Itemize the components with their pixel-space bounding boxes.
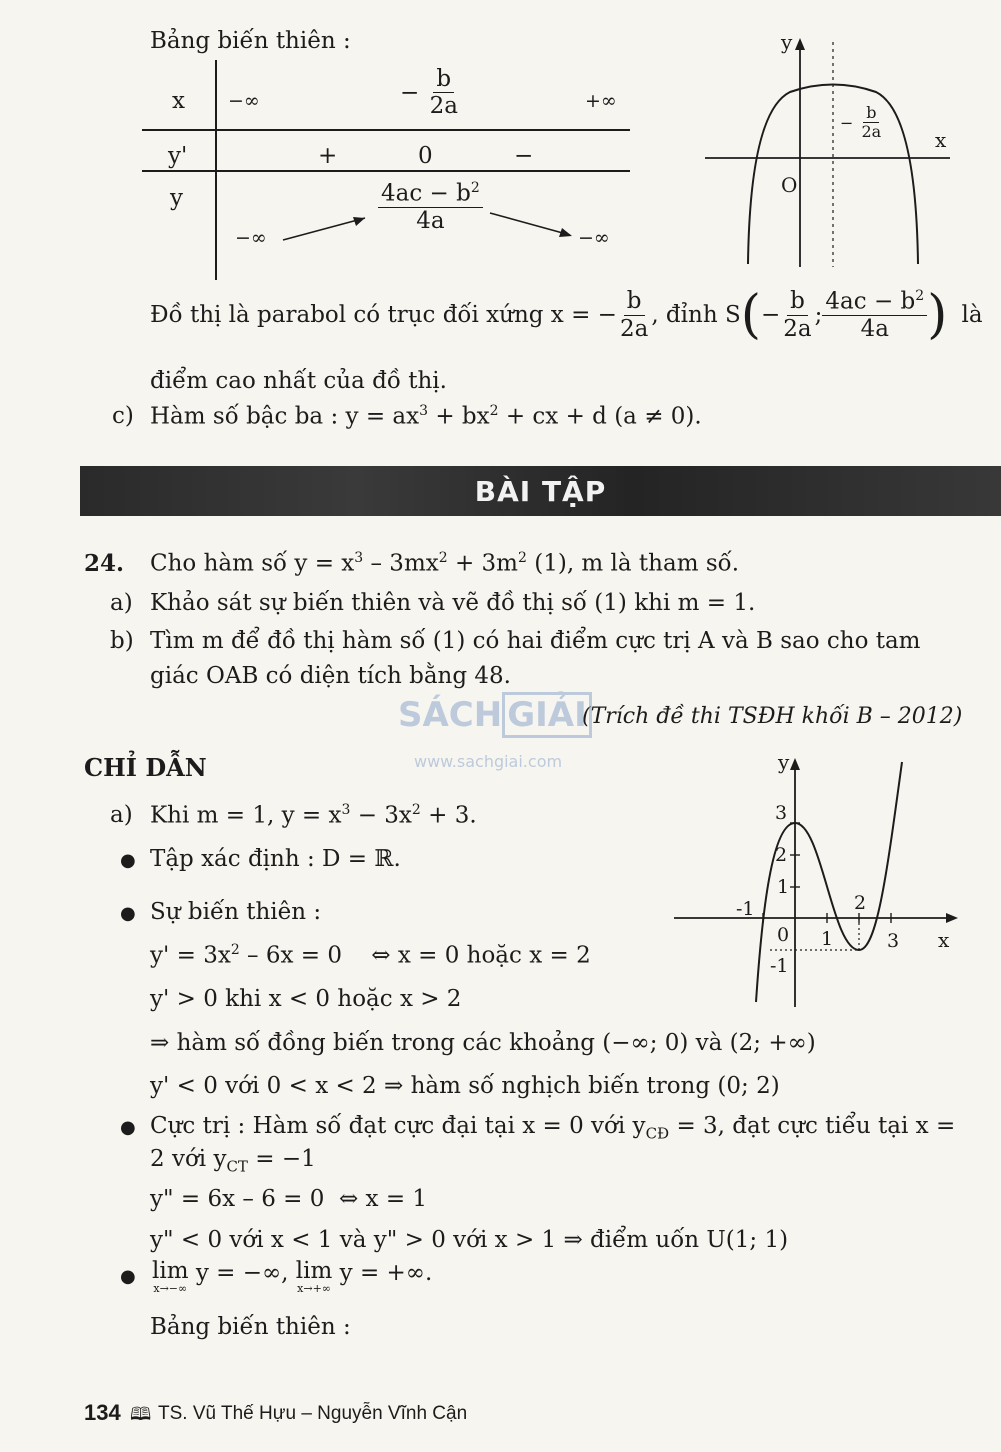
item-c-text: Hàm số bậc ba : $y = ax^3 + bx^2$ + cx + d (a ≠ 0). [150,403,702,430]
cubic-tick-ym1: -1 [770,955,789,977]
problem-source: (Trích đề thi TSĐH khối B – 2012) [582,704,963,729]
cubic-tick-x3: 3 [887,930,900,952]
guide-table-heading: Bảng biến thiên : [150,1314,351,1340]
guide-second-derivative: y" = 6x – 6 = 0 ⇔ x = 1 [150,1186,428,1212]
parabola-description: Đồ thị là parabol có trục đối xứng x = − $\frac{b}{2a}$ , đỉnh S ( − $\frac{b}{2a}$ ; $\frac{4ac - b^2}{4a}$ ) là [150,285,983,346]
variation-table-heading: Bảng biến thiên : [150,28,351,54]
table-yprime-zero: 0 [418,143,433,169]
cubic-tick-y2: 2 [775,844,788,866]
table-label-yprime: y' [168,143,188,169]
guide-title: CHỈ DẪN [84,753,207,782]
cubic-tick-x0: 0 [777,924,790,946]
parabola-description-line2: điểm cao nhất của đồ thị. [150,368,447,394]
problem-a-label: a) [110,590,133,616]
guide-a-text: Khi m = 1, $y = x^3 - 3x^2 + 3$. [150,802,477,829]
guide-extrema: Cực trị : Hàm số đạt cực đại tại x = 0 với $y_{CĐ} = 3$, đạt cực tiểu tại x = [150,1113,956,1143]
parabola-y-label: y [781,30,793,54]
cubic-tick-x1: 1 [821,928,834,950]
cubic-tick-y3: 3 [775,802,788,824]
book-icon: 🕮 [130,1404,152,1425]
parabola-origin-label: O [781,173,798,197]
guide-decreasing-interval: y' < 0 với 0 < x < 2 ⇒ hàm số nghịch biến trong (0; 2) [150,1073,780,1099]
problem-b-text: Tìm m để đồ thị hàm số (1) có hai điểm cực trị A và B sao cho tam [150,628,921,654]
watermark-url: www.sachgiai.com [414,752,563,771]
table-x-pos-inf: +∞ [585,90,617,112]
table-y-left-limit: −∞ [235,227,267,249]
problem-a-text: Khảo sát sự biến thiên và vẽ đồ thị số (1) khi m = 1. [150,590,756,616]
guide-variation-heading: Sự biến thiên : [150,899,322,925]
problem-number: 24. [84,550,125,577]
item-c-label: c) [112,403,134,429]
bullet-icon: ● [120,1266,136,1287]
page-number: 134 [84,1400,121,1425]
table-x-critical: − $\frac{b}{2a}$ [400,66,458,120]
watermark-logo: SÁCH GIẢI [398,695,592,735]
table-yprime-plus: + [318,143,338,169]
cubic-tick-xm1: -1 [736,898,755,920]
guide-limits: lim x→−∞ y = −∞, lim x→+∞ y = +∞. [152,1258,433,1295]
bullet-icon: ● [120,1117,136,1138]
table-label-x: x [172,88,185,114]
parabola-graph [700,32,1000,282]
parabola-x-label: x [935,128,947,152]
cubic-y-label: y [778,750,790,774]
table-y-max: $\frac{4ac - b^2}{4a}$ [378,180,483,235]
guide-domain: Tập xác định : D = ℝ. [150,846,401,872]
cubic-tick-y1: 1 [777,876,790,898]
exercise-banner: BÀI TẬP [80,466,1001,516]
variation-table-grid [140,55,640,285]
footer-authors: TS. Vũ Thế Hựu – Nguyễn Vĩnh Cận [158,1403,468,1424]
table-yprime-minus: − [514,143,534,169]
guide-increasing-intervals: ⇒ hàm số đồng biến trong các khoảng (−∞; 0) và (2; +∞) [150,1030,816,1056]
table-x-neg-inf: −∞ [228,90,260,112]
problem-b-label: b) [110,628,134,654]
guide-increasing-condition: y' > 0 khi x < 0 hoặc x > 2 [150,986,462,1012]
bullet-icon: ● [120,850,136,871]
problem-b-text-line2: giác OAB có diện tích bằng 48. [150,663,511,689]
parabola-axis-fraction: − $\frac{b}{2a}$ [840,103,882,142]
guide-derivative-line: $y' = 3x^2 - 6x = 0$ ⇔ x = 0 hoặc x = 2 [150,942,591,969]
cubic-x-label: x [938,928,950,952]
bullet-icon: ● [120,903,136,924]
guide-extrema-line2: 2 với $y_{CT} = -1$ [150,1146,316,1176]
problem-statement: Cho hàm số $y = x^3 - 3mx^2 + 3m^2$ (1), m là tham số. [150,550,740,577]
cubic-tick-x2: 2 [854,892,867,914]
table-label-y: y [170,185,183,211]
cubic-graph [672,752,972,1012]
table-y-right-limit: −∞ [578,227,610,249]
guide-a-label: a) [110,802,133,828]
guide-inflection-point: y" < 0 với x < 1 và y" > 0 với x > 1 ⇒ điểm uốn U(1; 1) [150,1227,789,1253]
